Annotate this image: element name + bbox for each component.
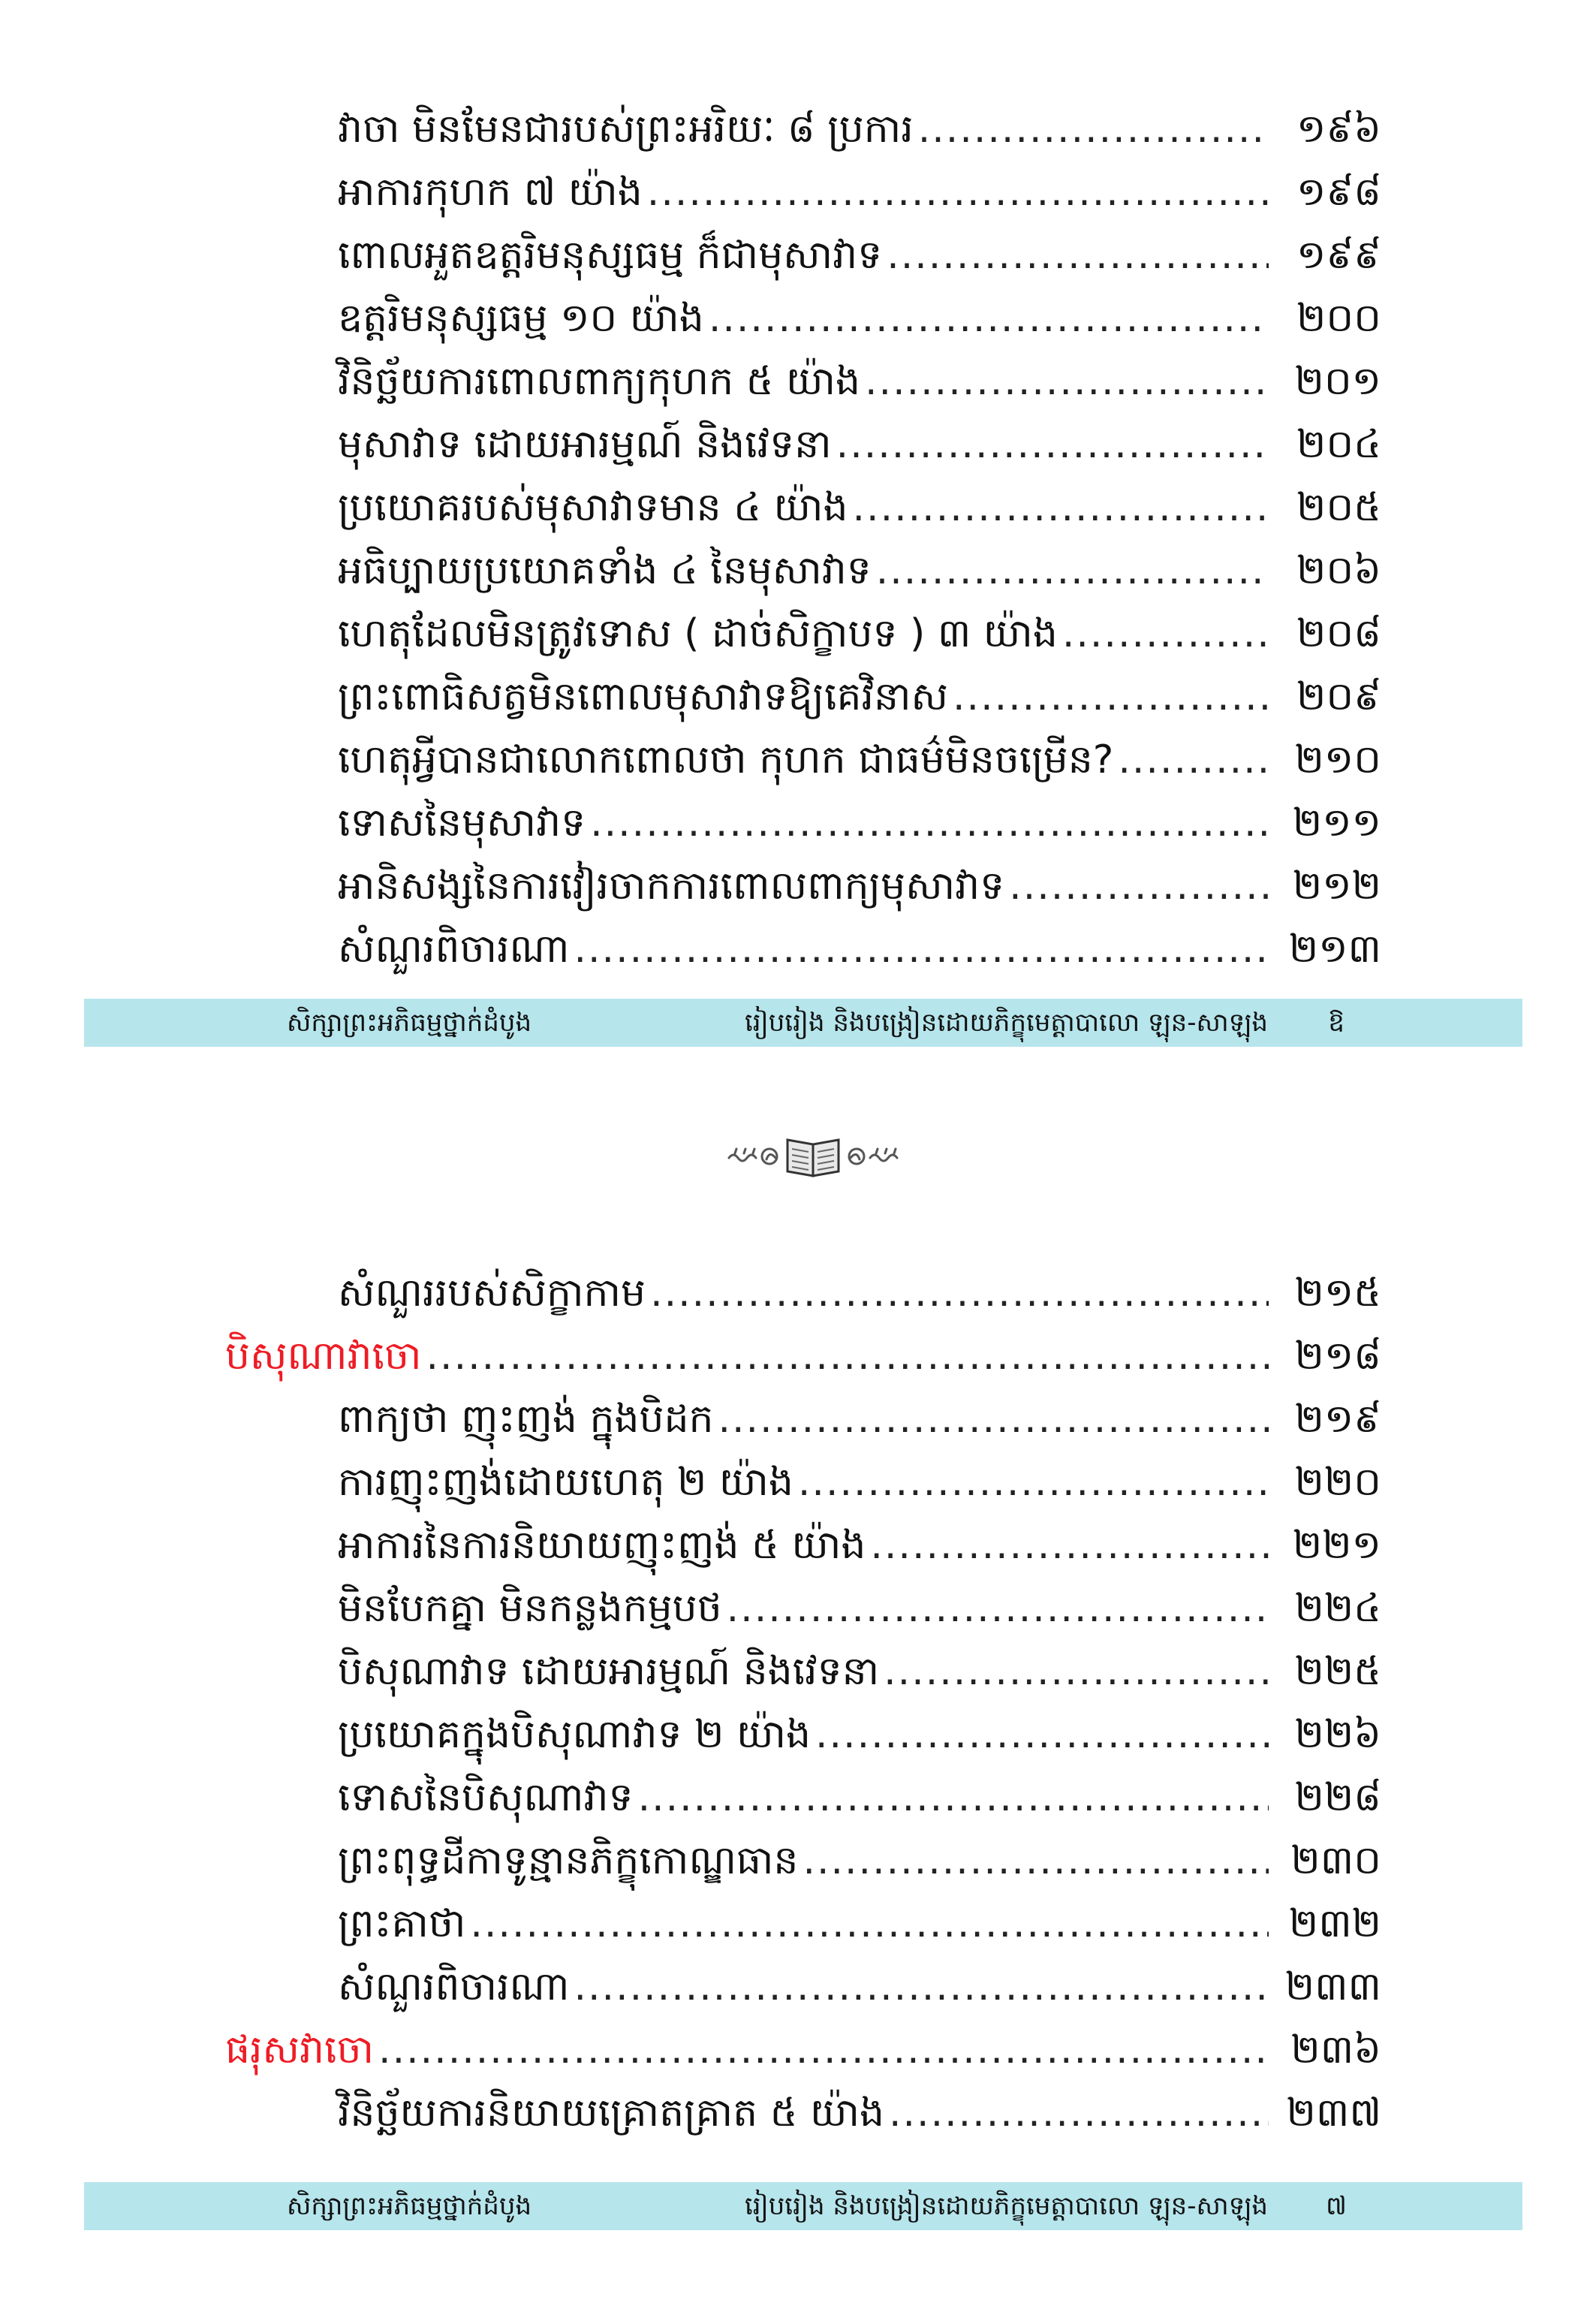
dot-leader	[1113, 728, 1269, 791]
toc-entry-title: អធិប្បាយប្រយោគទាំង ៤ នៃមុសាវាទ	[338, 548, 872, 593]
toc-entry	[225, 224, 1381, 287]
toc-entry	[225, 791, 1381, 855]
toc-entry	[225, 1388, 1381, 1451]
toc-entry-page-number: ២០៩	[1296, 674, 1381, 719]
toc-entry	[225, 918, 1381, 981]
toc-entry-page-number: ២២៨	[1294, 1775, 1381, 1820]
toc-entry	[225, 161, 1381, 224]
footer-course-title: សិក្សាព្រះអភិធម្មថ្នាក់ដំបូង	[287, 1008, 532, 1038]
dot-leader	[634, 1766, 1269, 1829]
toc-entry-title: ពោលអួតឧត្តរិមនុស្សធម្ម ក៏ជាមុសាវាទ	[338, 233, 883, 278]
toc-entry-title: បិសុណាវាទ ដោយអារម្មណ៍ និងវេទនា	[338, 1649, 880, 1694]
toc-entry-title: ប្រយោគរបស់មុសាវាទមាន ៤ យ៉ាង	[338, 485, 848, 530]
toc-entry-title: អាការកុហក ៧ យ៉ាង	[338, 170, 643, 215]
page-footer-bottom	[84, 2182, 1522, 2230]
dot-leader	[570, 1955, 1269, 2018]
toc-list-bottom	[225, 1262, 1381, 2145]
dot-leader	[374, 2018, 1269, 2081]
toc-entry-page-number: ២២០	[1294, 1460, 1381, 1505]
dot-leader	[646, 1262, 1269, 1325]
toc-entry-page-number: ២២៤	[1294, 1586, 1381, 1631]
toc-entry-page-number: ២១១	[1292, 800, 1381, 846]
footer-author-credit: រៀបរៀង និងបង្រៀនដោយភិក្ខុមេត្តាបាលោ ឡុន-សាឡុង	[745, 1008, 1268, 1038]
footer-course-title: សិក្សាព្រះអភិធម្មថ្នាក់ដំបូង	[287, 2191, 532, 2221]
toc-entry-page-number: ២២៦	[1294, 1712, 1381, 1757]
dot-leader	[882, 224, 1269, 287]
toc-entry-page-number: ២១៥	[1294, 1271, 1381, 1316]
footer-author-credit: រៀបរៀង និងបង្រៀនដោយភិក្ខុមេត្តាបាលោ ឡុន-សាឡុង	[745, 2191, 1268, 2221]
open-book-ornament-icon	[723, 1126, 903, 1186]
toc-entry-title: អាការនៃការនិយាយញុះញង់ ៥ យ៉ាង	[338, 1523, 866, 1568]
toc-entry-page-number: ២៣២	[1288, 1901, 1381, 1946]
dot-leader	[798, 1829, 1269, 1892]
dot-leader	[884, 2081, 1269, 2145]
toc-entry-title: ព្រះពោធិសត្វមិនពោលមុសាវាទឱ្យគេវិនាស	[338, 674, 949, 719]
footer-page-number: ៧	[1326, 2191, 1347, 2221]
toc-entry-page-number: ២១៣	[1288, 927, 1381, 972]
toc-entry-page-number: ២២៥	[1294, 1649, 1381, 1694]
toc-entry	[225, 855, 1381, 918]
toc-entry	[225, 1766, 1381, 1829]
toc-entry-page-number: ២០៤	[1296, 422, 1381, 467]
dot-leader	[722, 1577, 1269, 1640]
toc-entry-page-number: ២០០	[1296, 296, 1381, 341]
toc-entry-title: ការញុះញង់ដោយហេតុ ២ យ៉ាង	[338, 1460, 793, 1505]
toc-entry-title: ព្រះពុទ្ធដីកាទូន្មានភិក្ខុកោណ្ឌធាន	[338, 1838, 799, 1883]
toc-entry	[225, 287, 1381, 350]
toc-entry-title: ហេតុដែលមិនត្រូវទោស ( ដាច់សិក្ខាបទ ) ៣ យ៉ាង	[338, 611, 1058, 656]
toc-entry	[225, 476, 1381, 539]
toc-list-top	[225, 98, 1381, 981]
toc-entry-page-number: ២០៥	[1296, 485, 1381, 530]
toc-entry	[225, 350, 1381, 413]
toc-entry-title: ឧត្តរិមនុស្សធម្ម ១០ យ៉ាង	[338, 296, 704, 341]
toc-entry-page-number: ២៣៦	[1290, 2027, 1381, 2072]
dot-leader	[872, 539, 1269, 602]
toc-entry-page-number: ១៩៨	[1296, 170, 1381, 215]
toc-entry-title: មិនបែកគ្នា មិនកន្លងកម្មបថ	[338, 1586, 722, 1631]
toc-entry-page-number: ២១០	[1294, 737, 1381, 782]
toc-entry-title: ផរុសវាចោ	[225, 2027, 375, 2072]
toc-entry-title: ហេតុអ្វីបានជាលោកពោលថា កុហក ជាធម៌មិនចម្រើន?	[338, 737, 1114, 782]
toc-entry	[225, 1703, 1381, 1766]
toc-entry	[225, 1955, 1381, 2018]
toc-entry	[225, 1640, 1381, 1703]
dot-leader	[832, 413, 1269, 476]
toc-entry	[225, 2081, 1381, 2145]
toc-entry-title: ប្រយោគក្នុងបិសុណាវាទ ២ យ៉ាង	[338, 1712, 811, 1757]
toc-entry-page-number: ២១៩	[1294, 1397, 1381, 1442]
toc-entry	[225, 1451, 1381, 1514]
dot-leader	[879, 1640, 1269, 1703]
dot-leader	[866, 1514, 1269, 1577]
dot-leader	[848, 476, 1269, 539]
toc-entry-title: សំណួររបស់សិក្ខាកាម	[338, 1271, 646, 1316]
toc-entry-page-number: ២១២	[1292, 864, 1381, 909]
dot-leader	[643, 161, 1269, 224]
toc-entry-page-number: ២១៨	[1294, 1334, 1381, 1379]
dot-leader	[714, 1388, 1269, 1451]
toc-entry-title: វិនិច្ឆ័យការពោលពាក្យកុហក ៥ យ៉ាង	[338, 359, 861, 404]
toc-entry-page-number: ២០៨	[1296, 611, 1381, 656]
toc-entry	[225, 539, 1381, 602]
toc-entry	[225, 728, 1381, 791]
toc-entry-title: អានិសង្សនៃការវៀរចាកការពោលពាក្យមុសាវាទ	[338, 864, 1005, 909]
toc-entry-title: សំណួរពិចារណា	[338, 927, 570, 972]
dot-leader	[570, 918, 1269, 981]
toc-entry	[225, 1577, 1381, 1640]
toc-entry-page-number: ១៩៩	[1296, 233, 1381, 278]
dot-leader	[422, 1325, 1269, 1388]
toc-entry-title: សំណួរពិចារណា	[338, 1964, 570, 2009]
toc-entry-title: បិសុណាវាចោ	[225, 1334, 422, 1379]
toc-entry-page-number: ២៣៣	[1284, 1964, 1381, 2009]
dot-leader	[586, 791, 1269, 855]
toc-entry	[225, 1514, 1381, 1577]
toc-entry-title: មុសាវាទ ដោយអារម្មណ៍ និងវេទនា	[338, 422, 832, 467]
toc-entry	[225, 98, 1381, 161]
toc-entry	[225, 602, 1381, 665]
toc-entry-page-number: ២០៦	[1296, 548, 1381, 593]
dot-leader	[1058, 602, 1269, 665]
dot-leader	[704, 287, 1269, 350]
dot-leader	[948, 665, 1269, 728]
toc-section-heading	[225, 1325, 1381, 1388]
toc-entry-title: វិនិច្ឆ័យការនិយាយគ្រោតគ្រាត ៥ យ៉ាង	[338, 2090, 884, 2136]
dot-leader	[860, 350, 1269, 413]
toc-entry	[225, 1262, 1381, 1325]
toc-entry-title: ព្រះគាថា	[338, 1901, 466, 1946]
dot-leader	[1004, 855, 1269, 918]
toc-section-heading	[225, 2018, 1381, 2081]
toc-entry-title: ពាក្យថា ញុះញង់ ក្នុងបិដក	[338, 1397, 714, 1442]
toc-entry-title: វាចា មិនមែនជារបស់ព្រះអរិយៈ ៨ ប្រការ	[338, 107, 914, 152]
toc-entry-title: ទោសនៃមុសាវាទ	[338, 800, 586, 846]
toc-entry	[225, 1829, 1381, 1892]
dot-leader	[811, 1703, 1269, 1766]
dot-leader	[465, 1892, 1269, 1955]
toc-entry-page-number: ២២១	[1292, 1523, 1381, 1568]
toc-entry	[225, 665, 1381, 728]
toc-entry-page-number: ២០១	[1294, 359, 1381, 404]
toc-entry-page-number: ២៣៧	[1286, 2090, 1381, 2136]
toc-entry-title: ទោសនៃបិសុណាវាទ	[338, 1775, 634, 1820]
page-footer-top	[84, 999, 1522, 1047]
dot-leader	[793, 1451, 1269, 1514]
toc-entry-page-number: ២៣០	[1290, 1838, 1381, 1883]
dot-leader	[914, 98, 1269, 161]
toc-entry	[225, 1892, 1381, 1955]
footer-page-number: ឱ	[1328, 1008, 1345, 1038]
toc-entry	[225, 413, 1381, 476]
toc-entry-page-number: ១៩៦	[1296, 107, 1381, 152]
